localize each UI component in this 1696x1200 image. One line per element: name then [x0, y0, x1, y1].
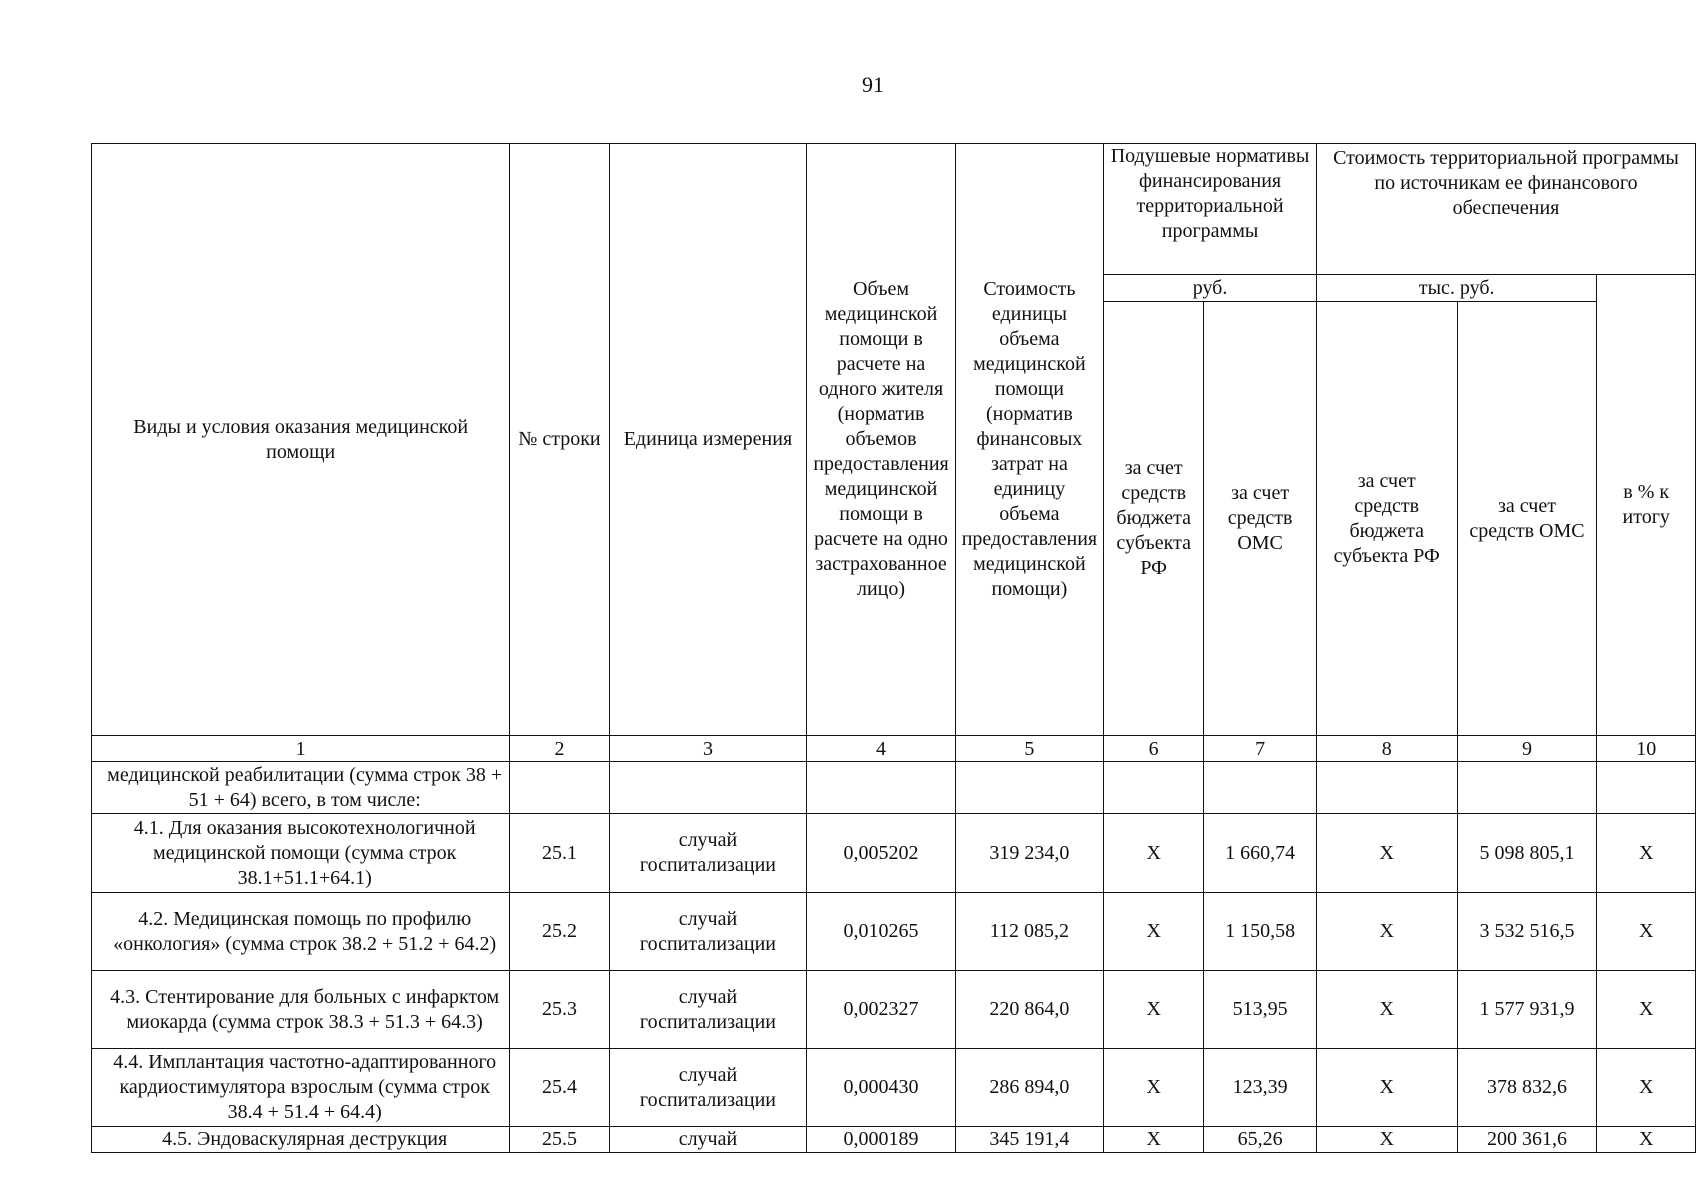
- row-percent: Х: [1597, 1127, 1696, 1153]
- column-number: 9: [1457, 736, 1597, 762]
- table-row: [92, 971, 1696, 1049]
- header-budget-thousand: за счет средств бюджета субъекта РФ: [1316, 302, 1457, 736]
- row-budget-rub: Х: [1104, 893, 1204, 971]
- row-unit-cost: 319 234,0: [955, 814, 1103, 893]
- row-name: 4.2. Медицинская помощь по профилю «онкология» (сумма строк 38.2 + 51.2 + 64.2): [92, 893, 510, 971]
- row-unit: случай госпитализации: [609, 1049, 807, 1127]
- header-program-cost-group: Стоимость территориальной программы по источникам ее финансового обеспечения: [1316, 144, 1695, 275]
- row-unit-cost: 286 894,0: [955, 1049, 1103, 1127]
- empty-cell: [955, 762, 1103, 814]
- row-unit: случай госпитализации: [609, 814, 807, 893]
- row-name: 4.5. Эндоваскулярная деструкция: [92, 1127, 510, 1153]
- header-line-number: № строки: [510, 144, 609, 736]
- column-number: 4: [807, 736, 955, 762]
- header-unit-rub: руб.: [1104, 275, 1317, 302]
- row-percent: Х: [1597, 971, 1696, 1049]
- row-line-number: 25.4: [510, 1049, 609, 1127]
- header-oms-rub: за счет средств ОМС: [1204, 302, 1317, 736]
- row-volume: 0,000430: [807, 1049, 955, 1127]
- column-number: 5: [955, 736, 1103, 762]
- row-budget-rub: Х: [1104, 971, 1204, 1049]
- empty-cell: [1316, 762, 1457, 814]
- row-unit: случай госпитализации: [609, 971, 807, 1049]
- column-number: 8: [1316, 736, 1457, 762]
- header-per-capita-group: Подушевые нормативы финансирования территориальной программы: [1104, 144, 1317, 275]
- row-unit-cost: 220 864,0: [955, 971, 1103, 1049]
- row-budget-thousand: Х: [1316, 971, 1457, 1049]
- table-row: [92, 893, 1696, 971]
- row-unit: случай: [609, 1127, 807, 1153]
- row-oms-rub: 123,39: [1204, 1049, 1317, 1127]
- row-oms-thousand: 5 098 805,1: [1457, 814, 1597, 893]
- empty-cell: [1457, 762, 1597, 814]
- row-oms-rub: 1 150,58: [1204, 893, 1317, 971]
- table-row: [92, 1049, 1696, 1127]
- row-percent: Х: [1597, 814, 1696, 893]
- row-line-number: 25.5: [510, 1127, 609, 1153]
- row-oms-thousand: 1 577 931,9: [1457, 971, 1597, 1049]
- row-line-number: 25.2: [510, 893, 609, 971]
- row-line-number: 25.3: [510, 971, 609, 1049]
- empty-cell: [510, 762, 609, 814]
- header-budget-rub: за счет средств бюджета субъекта РФ: [1104, 302, 1204, 736]
- header-volume-per-resident: Объем медицинской помощи в расчете на одного жителя (норматив объемов предоставления медицинской помощи в расчете на одно застрахованное лицо): [807, 144, 955, 736]
- column-number: 2: [510, 736, 609, 762]
- header-unit: Единица измерения: [609, 144, 807, 736]
- row-name: 4.3. Стентирование для больных с инфарктом миокарда (сумма строк 38.3 + 51.3 + 64.3): [92, 971, 510, 1049]
- header-service-type: Виды и условия оказания медицинской помощи: [92, 144, 510, 736]
- column-number: 7: [1204, 736, 1317, 762]
- empty-cell: [1597, 762, 1696, 814]
- row-unit: случай госпитализации: [609, 893, 807, 971]
- table-row: [92, 1127, 1696, 1153]
- row-oms-rub: 65,26: [1204, 1127, 1317, 1153]
- header-percent-of-total: в % к итогу: [1597, 275, 1696, 736]
- row-oms-thousand: 3 532 516,5: [1457, 893, 1597, 971]
- row-oms-thousand: 378 832,6: [1457, 1049, 1597, 1127]
- row-volume: 0,002327: [807, 971, 955, 1049]
- row-budget-thousand: Х: [1316, 1049, 1457, 1127]
- header-unit-cost: Стоимость единицы объема медицинской помощи (норматив финансовых затрат на единицу объема предоставления медицинской помощи): [955, 144, 1103, 736]
- table-row: [92, 814, 1696, 893]
- row-budget-thousand: Х: [1316, 814, 1457, 893]
- row-oms-rub: 1 660,74: [1204, 814, 1317, 893]
- row-budget-rub: Х: [1104, 1049, 1204, 1127]
- row-budget-rub: Х: [1104, 1127, 1204, 1153]
- row-name: 4.1. Для оказания высокотехнологичной медицинской помощи (сумма строк 38.1+51.1+64.1): [92, 814, 510, 893]
- row-volume: 0,000189: [807, 1127, 955, 1153]
- row-oms-rub: 513,95: [1204, 971, 1317, 1049]
- row-volume: 0,010265: [807, 893, 955, 971]
- empty-cell: [807, 762, 955, 814]
- row-percent: Х: [1597, 893, 1696, 971]
- empty-cell: [1204, 762, 1317, 814]
- row-unit-cost: 345 191,4: [955, 1127, 1103, 1153]
- continuation-row-label: медицинской реабилитации (сумма строк 38 + 51 + 64) всего, в том числе:: [92, 762, 510, 814]
- page-number: 91: [862, 72, 884, 97]
- row-budget-rub: Х: [1104, 814, 1204, 893]
- row-budget-thousand: Х: [1316, 1127, 1457, 1153]
- empty-cell: [609, 762, 807, 814]
- row-budget-thousand: Х: [1316, 893, 1457, 971]
- row-percent: Х: [1597, 1049, 1696, 1127]
- column-number: 10: [1597, 736, 1696, 762]
- header-unit-thousand-rub: тыс. руб.: [1316, 275, 1596, 302]
- column-number: 1: [92, 736, 510, 762]
- row-line-number: 25.1: [510, 814, 609, 893]
- row-oms-thousand: 200 361,6: [1457, 1127, 1597, 1153]
- header-oms-thousand: за счет средств ОМС: [1457, 302, 1597, 736]
- territorial-program-table: [91, 143, 1696, 1153]
- row-unit-cost: 112 085,2: [955, 893, 1103, 971]
- row-volume: 0,005202: [807, 814, 955, 893]
- row-name: 4.4. Имплантация частотно-адаптированного кардиостимулятора взрослым (сумма строк 38.4 + 51.4 + 64.4): [92, 1049, 510, 1127]
- column-number: 3: [609, 736, 807, 762]
- column-number: 6: [1104, 736, 1204, 762]
- empty-cell: [1104, 762, 1204, 814]
